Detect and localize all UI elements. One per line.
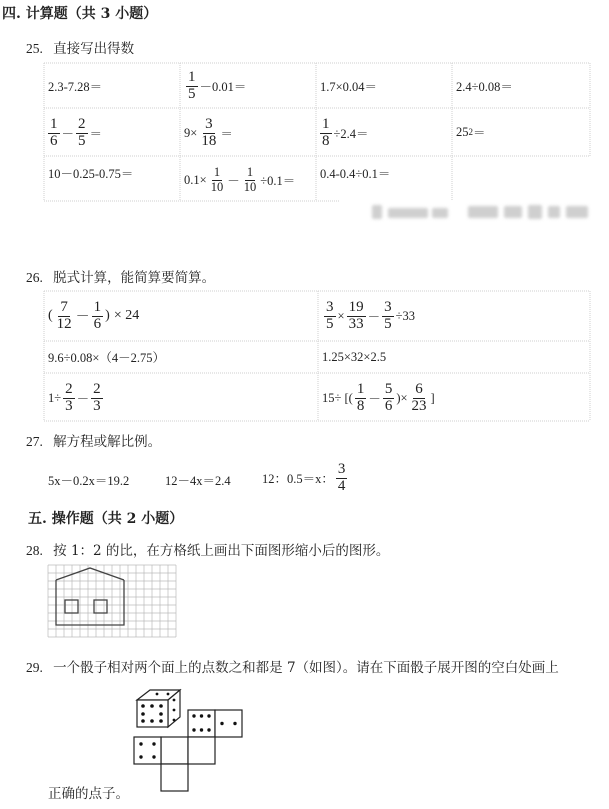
q26-r3-left: 1÷ $\frac{2}{3}$ － $\frac{2}{3}$ [48,380,101,414]
q26-r2-left: 9.6÷0.08×（4－2.75） [48,351,166,365]
q25-r1-c2: $\frac{1}{5}$ －0.01＝ [188,68,247,102]
question-prompt: 一个骰子相对两个面上的点数之和都是 7（如图）。请在下面骰子展开图的空白处画上 [53,660,559,676]
question-number: 25. [26,41,43,56]
section-5-heading: 五. 操作题（共 2 小题） [28,511,184,527]
q26-r2-right: 1.25×32×2.5 [322,349,387,364]
section-4-heading: 四. 计算题（共 3 小题） [2,6,158,22]
q25-r1-c3: 1.7×0.04＝ [320,80,378,94]
question-prompt: 脱式计算，能简算要简算。 [53,270,216,286]
question-number: 29. [26,660,43,675]
question-prompt: 解方程或解比例。 [53,434,162,450]
question-number: 28. [26,543,43,558]
q26-r1-right: $\frac{3}{5}$ × $\frac{19}{33}$ － $\frac{3}{5}$ ÷33 [326,298,415,332]
q27-equation-1: 5x－0.2x＝19.2 [48,474,130,488]
question-number: 26. [26,270,43,285]
q25-r1-c1: 2.3-7.28＝ [48,80,103,94]
q25-r3-c2: 0.1× $\frac{1}{10}$ － $\frac{1}{10}$ ÷0.1＝ [184,165,296,194]
question-prompt: 直接写出得数 [53,41,135,57]
q27-equation-3: 12：0.5＝x： $\frac{3}{4}$ [262,460,346,494]
q25-r2-c3: $\frac{1}{8}$ ÷2.4＝ [322,115,369,149]
q26-r1-left: ( $\frac{7}{12}$ － $\frac{1}{6}$ ) × 24 [48,298,140,332]
question-prompt: 按 1：2 的比，在方格纸上画出下面图形缩小后的图形。 [53,543,390,559]
q27-equation-2: 12－4x＝2.4 [165,474,231,488]
q25-r2-c4: 25 2 ＝ [456,124,486,140]
q25-r1-c4: 2.4÷0.08＝ [456,80,513,94]
q26-r3-right: 15÷ [( $\frac{1}{8}$ － $\frac{5}{6}$ )× $\frac{6}{23}$ ] [322,380,435,414]
q25-r2-c2: 9× $\frac{3}{18}$ ＝ [184,115,233,149]
question-29-ending: 正确的点子。 [48,786,129,802]
q25-r3-c3: 0.4-0.4÷0.1＝ [320,167,391,181]
q25-r2-c1: $\frac{1}{6}$ － $\frac{2}{5}$ ＝ [50,115,103,149]
q25-r3-c1: 10－0.25-0.75＝ [48,167,134,181]
fraction: $\frac{1}{5}$ [188,68,196,102]
question-number: 27. [26,434,43,449]
